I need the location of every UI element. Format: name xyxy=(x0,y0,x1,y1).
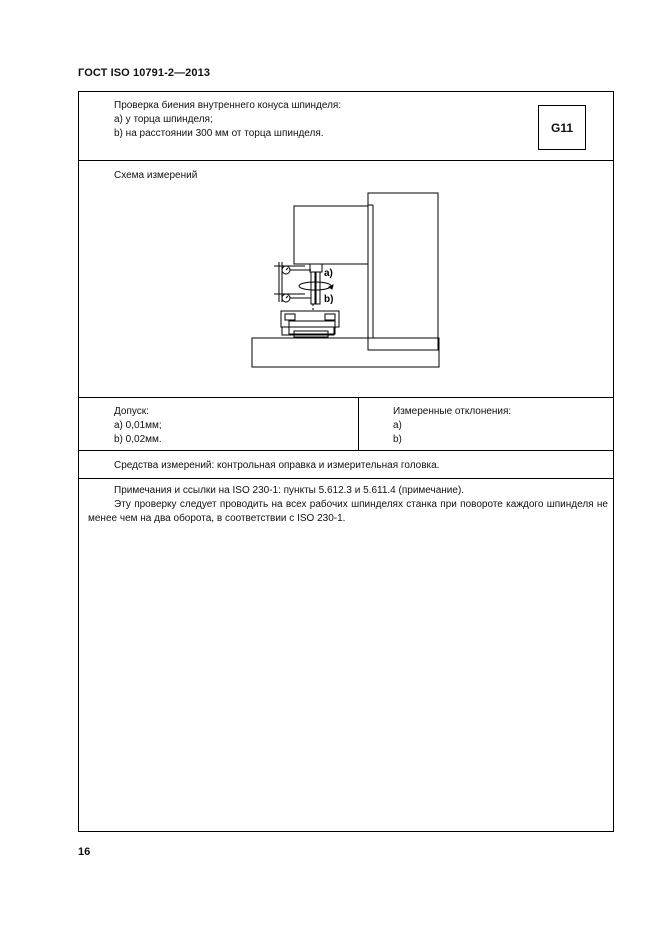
notes-procedure: Эту проверку следует проводить на всех рабочих шпинделях станка при повороте каждого шпинделя не менее чем на два оборота, в соответствии с ISO 230-1. xyxy=(88,499,608,524)
check-code-box: G11 xyxy=(538,105,586,150)
machine-column xyxy=(368,193,438,350)
row-divider xyxy=(79,478,613,479)
check-item-a: a) у торца шпинделя; xyxy=(114,114,213,125)
check-title: Проверка биения внутреннего конуса шпинделя: xyxy=(114,100,342,111)
machine-base xyxy=(252,338,439,367)
tolerance-a: a) 0,01мм; xyxy=(114,420,162,431)
scheme-label-a: a) xyxy=(324,268,333,279)
deviations-heading: Измеренные отклонения: xyxy=(393,406,512,417)
inspection-table xyxy=(78,91,614,832)
column-divider xyxy=(358,397,359,450)
row-divider xyxy=(79,160,613,161)
check-description xyxy=(114,99,341,141)
scheme-label: Схема измерений xyxy=(114,170,198,181)
spindle-head xyxy=(294,206,368,264)
measurement-tools: Средства измерений: контрольная оправка и измерительная головка. xyxy=(114,460,440,471)
check-item-b: b) на расстоянии 300 мм от торца шпинделя. xyxy=(114,128,324,139)
page-number: 16 xyxy=(78,846,91,858)
test-mandrel xyxy=(311,272,315,304)
tolerance-block xyxy=(114,405,162,447)
measurement-scheme-diagram xyxy=(249,188,449,373)
fixture xyxy=(281,311,339,327)
deviations-b: b) xyxy=(393,434,402,445)
deviations-block xyxy=(393,405,511,447)
tolerance-b: b) 0,02мм. xyxy=(114,434,162,445)
notes-block xyxy=(88,484,608,526)
row-divider xyxy=(79,450,613,451)
document-header: ГОСТ ISO 10791-2—2013 xyxy=(78,67,211,79)
scheme-label-b: b) xyxy=(324,294,334,305)
notes-references: Примечания и ссылки на ISO 230-1: пункты 5.612.3 и 5.611.4 (примечание). xyxy=(114,485,465,496)
deviations-a: a) xyxy=(393,420,402,431)
tolerance-heading: Допуск: xyxy=(114,406,149,417)
row-divider xyxy=(79,397,613,398)
